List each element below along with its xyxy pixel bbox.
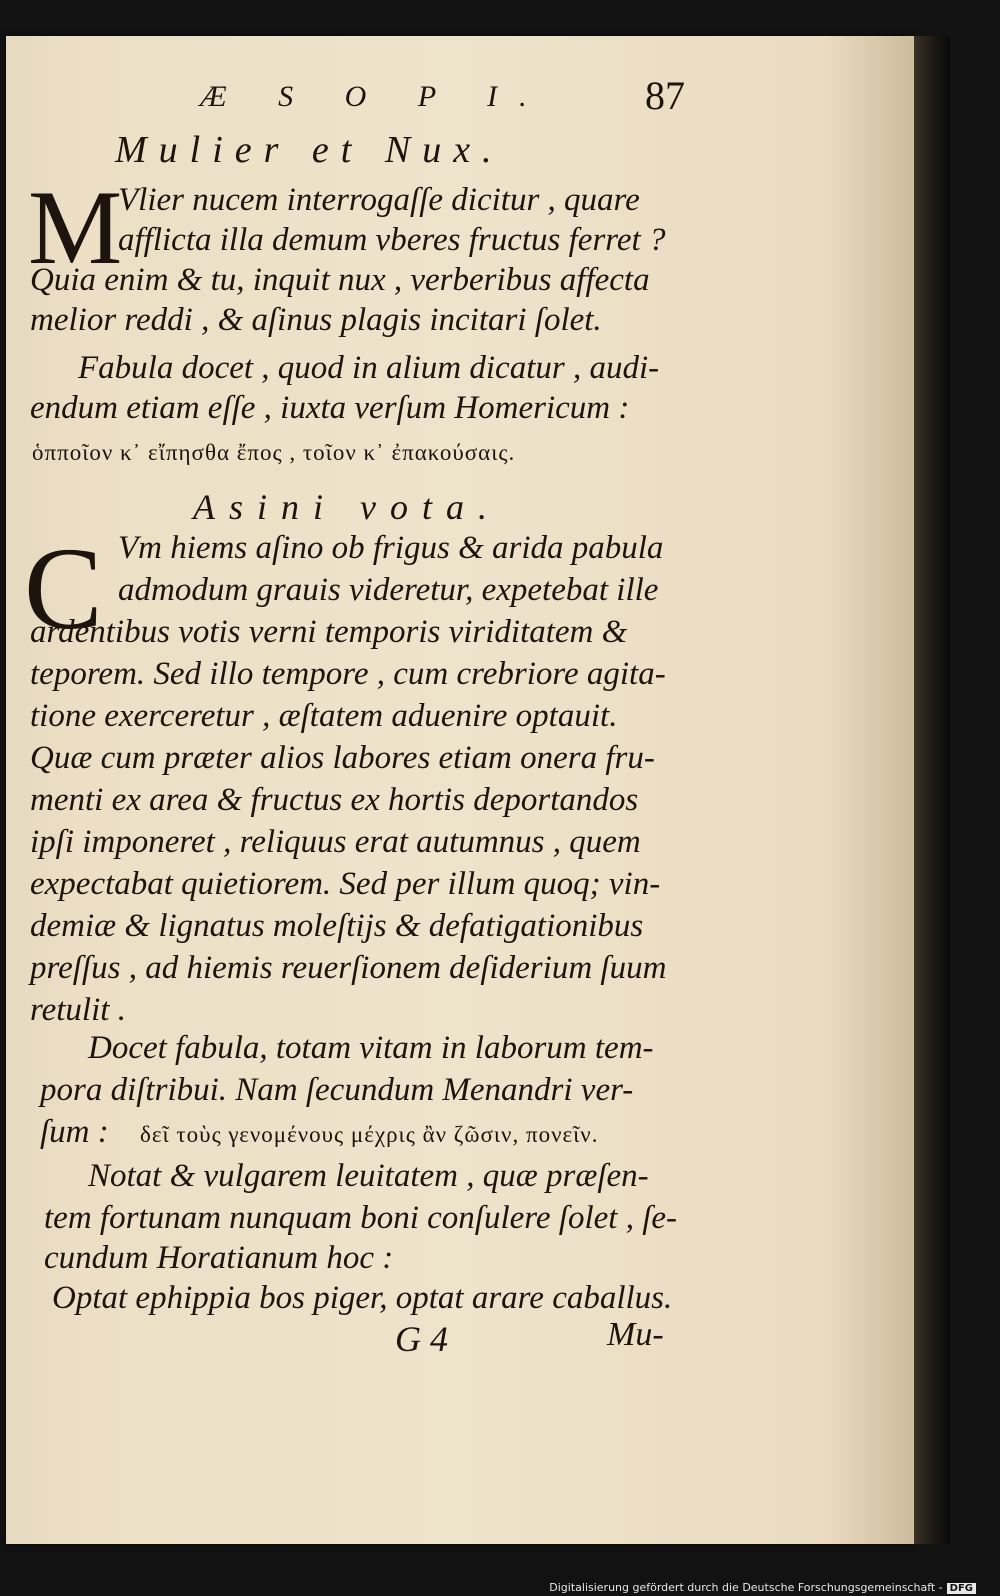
text-line: expectabat quietiorem. Sed per illum quoq; vin- [30, 866, 661, 902]
text-line: cundum Horatianum hoc : [44, 1240, 394, 1276]
text-line: Fabula docet , quod in alium dicatur , audi- [78, 350, 660, 386]
fable-title-asini-vota: Asini vota. [193, 487, 501, 527]
text-line: tione exerceretur , æſtatem aduenire optauit. [30, 698, 618, 734]
text-line: endum etiam eſſe , iuxta verſum Homericum : [30, 390, 630, 426]
catchword: Mu- [607, 1316, 664, 1353]
page-number: 87 [645, 73, 685, 118]
digitization-credit [549, 1581, 976, 1594]
text-line: Vm hiems aſino ob frigus & arida pabula [118, 530, 664, 566]
greek-quotation: δεῖ τοὺς γενομένους μέχρις ἂν ζῶσιν, πονεῖν. [140, 1122, 599, 1147]
text-line: Vlier nucem interrogaſſe dicitur , quare [118, 182, 640, 218]
text-line: preſſus , ad hiemis reuerſionem deſiderium ſuum [30, 950, 667, 986]
text-line: demiæ & lignatus moleſtijs & defatigationibus [30, 908, 644, 944]
credit-text: Digitalisierung gefördert durch die Deutsche Forschungsgemeinschaft - [549, 1581, 943, 1594]
running-title: Æ S O P I. [200, 80, 549, 113]
text-line: admodum grauis videretur, expetebat ille [118, 572, 659, 608]
text-line: retulit . [30, 992, 126, 1028]
text-line: Notat & vulgarem leuitatem , quæ præſen- [88, 1158, 649, 1194]
signature-mark: G 4 [395, 1319, 448, 1359]
text-line: afflicta illa demum vberes fructus ferret ? [118, 222, 666, 258]
text-line: tem fortunam nunquam boni conſulere ſolet , ſe- [44, 1200, 678, 1236]
text-line: Quia enim & tu, inquit nux , verberibus affecta [30, 262, 650, 298]
page-edge-shadow [914, 36, 950, 1544]
text-line: ſum : [40, 1114, 109, 1150]
dfg-logo: DFG [947, 1583, 976, 1594]
text-line: ipſi imponeret , reliquus erat autumnus , quem [30, 824, 641, 860]
text-line: Quæ cum præter alios labores etiam onera fru- [30, 740, 655, 776]
drop-cap-c: C [24, 523, 103, 654]
text-line: teporem. Sed illo tempore , cum crebriore agita- [30, 656, 666, 692]
text-line: melior reddi , & aſinus plagis incitari ſolet. [30, 302, 602, 338]
text-line: pora diſtribui. Nam ſecundum Menandri ver- [40, 1072, 634, 1108]
text-line: menti ex area & fructus ex hortis deportandos [30, 782, 639, 818]
text-line: Docet fabula, totam vitam in laborum tem- [88, 1030, 654, 1066]
greek-quotation: ὁπποῖον κ᾽ εἴπησθα ἔπος , τοῖον κ᾽ ἐπακούσαις. [32, 440, 516, 465]
fable-title-mulier-et-nux: Mulier et Nux. [115, 129, 504, 171]
drop-cap-m: M [28, 169, 123, 286]
text-line: ardentibus votis verni temporis viriditatem & [30, 614, 628, 650]
verse-line: Optat ephippia bos piger, optat arare caballus. [52, 1280, 673, 1316]
